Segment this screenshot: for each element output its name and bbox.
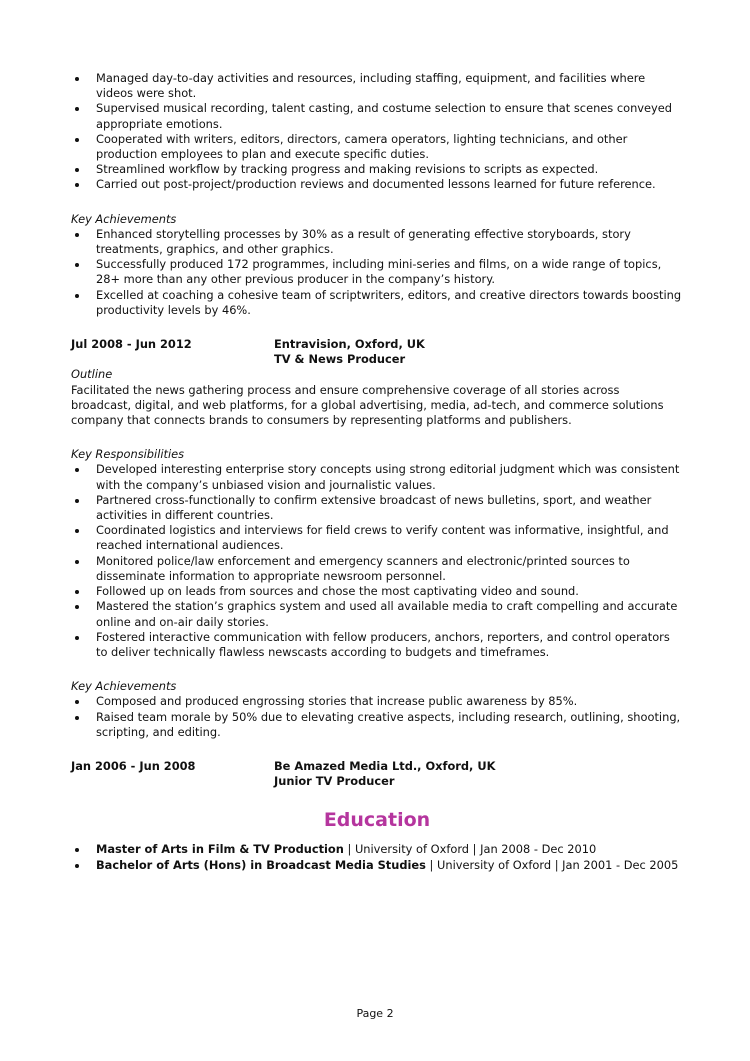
education-item	[71, 842, 683, 857]
prev-job-achievements-heading: Key Achievements	[71, 211, 177, 226]
job2-achievements-list	[71, 694, 683, 740]
education-item	[71, 858, 683, 873]
list-item: Excelled at coaching a cohesive team of scriptwriters, editors, and creative directors towards boosting productivity levels by 46%.	[71, 288, 683, 318]
job-company: Entravision, Oxford, UK	[274, 337, 425, 352]
list-item: Monitored police/law enforcement and emergency scanners and electronic/printed sources to disseminate information to appropriate newsroom personnel.	[71, 554, 683, 584]
list-item: Cooperated with writers, editors, directors, camera operators, lighting technicians, and other production employees to plan and execute specific duties.	[71, 132, 683, 162]
job-company-block	[274, 337, 425, 367]
responsibilities-heading: Key Responsibilities	[71, 447, 185, 462]
prev-job-responsibilities-list	[71, 71, 683, 193]
degree-details: | University of Oxford | Jan 2008 - Dec 2010	[343, 842, 597, 857]
degree-details: | University of Oxford | Jan 2001 - Dec 2005	[425, 857, 679, 872]
outline-heading: Outline	[71, 367, 113, 382]
job-dates: Jul 2008 - Jun 2012	[71, 337, 192, 352]
list-item: Composed and produced engrossing stories that increase public awareness by 85%.	[71, 694, 683, 709]
prev-job-achievements-list	[71, 227, 683, 318]
degree-name: Bachelor of Arts (Hons) in Broadcast Media Studies	[96, 857, 426, 872]
job2-responsibilities-list	[71, 462, 683, 660]
job-company: Be Amazed Media Ltd., Oxford, UK	[274, 758, 496, 773]
list-item: Developed interesting enterprise story concepts using strong editorial judgment which was consistent with the company’s unbiased vision and journalistic values.	[71, 462, 683, 492]
list-item: Followed up on leads from sources and chose the most captivating video and sound.	[71, 584, 683, 599]
job-company-block	[274, 759, 495, 789]
job-header-be-amazed	[71, 759, 683, 789]
list-item: Carried out post-project/production reviews and documented lessons learned for future reference.	[71, 177, 683, 192]
list-item: Fostered interactive communication with fellow producers, anchors, reporters, and control operators to deliver technically flawless newscasts according to budgets and timeframes.	[71, 630, 683, 660]
education-heading: Education	[323, 809, 431, 832]
job-header-entravision	[71, 337, 683, 367]
job2-achievements-heading: Key Achievements	[71, 679, 177, 694]
page-number: Page 2	[356, 1007, 394, 1020]
list-item: Supervised musical recording, talent casting, and costume selection to ensure that scenes conveyed appropriate emotions.	[71, 101, 683, 131]
degree-name: Master of Arts in Film & TV Production	[96, 842, 344, 857]
list-item: Successfully produced 172 programmes, including mini-series and films, on a wide range of topics, 28+ more than any other previous producer in the company’s history.	[71, 257, 683, 287]
outline-text: Facilitated the news gathering process and ensure comprehensive coverage of all stories across broadcast, digital, and web platforms, for a global advertising, media, ad-tech, and commerce solutions company that connects brands to consumers by representing platforms and publishers.	[71, 382, 664, 428]
list-item: Raised team morale by 50% due to elevating creative aspects, including research, outlining, shooting, scripting, and editing.	[71, 710, 683, 740]
list-item: Streamlined workflow by tracking progress and making revisions to scripts as expected.	[71, 162, 683, 177]
list-item: Managed day-to-day activities and resources, including staffing, equipment, and facilities where videos were shot.	[71, 71, 683, 101]
job-title: Junior TV Producer	[274, 774, 395, 789]
list-item: Mastered the station’s graphics system and used all available media to craft compelling and accurate online and on-air daily stories.	[71, 599, 683, 629]
list-item: Partnered cross-functionally to confirm extensive broadcast of news bulletins, sport, and weather activities in different countries.	[71, 493, 683, 523]
list-item: Enhanced storytelling processes by 30% as a result of generating effective storyboards, story treatments, graphics, and other graphics.	[71, 227, 683, 257]
list-item: Coordinated logistics and interviews for field crews to verify content was informative, insightful, and reached international audiences.	[71, 523, 683, 553]
education-list	[71, 842, 683, 872]
resume-page-2	[71, 71, 683, 873]
job-dates: Jan 2006 - Jun 2008	[71, 758, 196, 773]
job-title: TV & News Producer	[274, 352, 406, 367]
